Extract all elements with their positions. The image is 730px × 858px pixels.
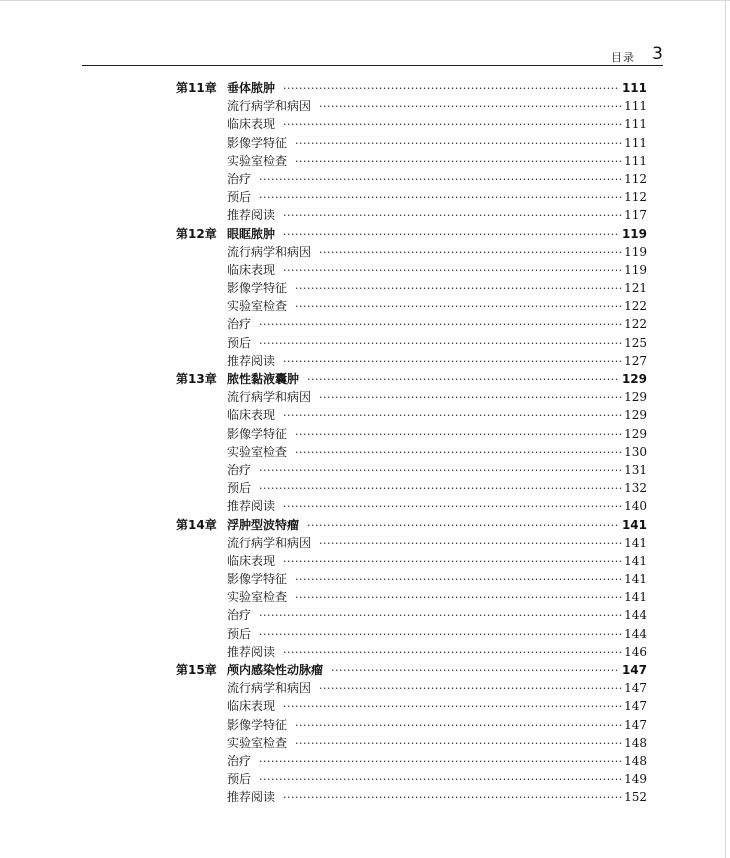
section-page: 147 (624, 699, 647, 714)
toc-section-entry[interactable] (176, 534, 647, 552)
dot-leader (283, 498, 622, 516)
dot-leader (259, 189, 622, 207)
section-page: 141 (624, 553, 647, 568)
dot-leader (319, 535, 622, 553)
toc-section-entry[interactable] (176, 697, 647, 715)
section-page: 125 (624, 335, 647, 350)
toc-section-entry[interactable] (176, 425, 647, 443)
section-title: 实验室检查 (227, 299, 288, 314)
section-page: 147 (624, 681, 647, 696)
chapter-page: 129 (621, 372, 647, 386)
toc-section-entry[interactable] (176, 443, 647, 461)
dot-leader (259, 607, 622, 625)
section-title: 流行病学和病因 (227, 99, 312, 114)
toc-section-entry[interactable] (176, 315, 647, 333)
toc-section-entry[interactable] (176, 788, 647, 806)
section-page: 119 (624, 262, 647, 277)
section-title: 影像学特征 (227, 426, 288, 441)
section-title: 临床表现 (227, 117, 276, 132)
section-page: 122 (624, 299, 647, 314)
dot-leader (295, 280, 622, 298)
section-title: 影像学特征 (227, 572, 288, 587)
toc-section-entry[interactable] (176, 588, 647, 606)
toc-section-entry[interactable] (176, 552, 647, 570)
section-title: 推荐阅读 (227, 208, 276, 223)
toc-section-entry[interactable] (176, 570, 647, 588)
section-page: 130 (624, 444, 647, 459)
dot-leader (259, 753, 622, 771)
section-page: 129 (624, 426, 647, 441)
section-page: 141 (624, 590, 647, 605)
section-title: 影像学特征 (227, 281, 288, 296)
section-title: 预后 (227, 626, 252, 641)
toc-section-entry[interactable] (176, 406, 647, 424)
chapter-title: 颅内感染性动脉瘤 (227, 663, 324, 677)
chapter-page: 141 (621, 517, 647, 532)
dot-leader (283, 789, 622, 807)
toc-section-entry[interactable] (176, 97, 647, 115)
section-title: 推荐阅读 (227, 353, 276, 368)
toc-section-entry[interactable] (176, 625, 647, 643)
section-page: 129 (624, 390, 647, 405)
toc-section-entry[interactable] (176, 461, 647, 479)
toc-section-entry[interactable] (176, 352, 647, 370)
section-title: 影像学特征 (227, 717, 288, 732)
section-title: 推荐阅读 (227, 644, 276, 659)
dot-leader (283, 80, 620, 98)
section-title: 流行病学和病因 (227, 681, 312, 696)
section-page: 117 (624, 208, 647, 223)
toc-section-entry[interactable] (176, 243, 647, 261)
toc-section-entry[interactable] (176, 279, 647, 297)
dot-leader (295, 153, 622, 171)
section-title: 流行病学和病因 (227, 390, 312, 405)
section-page: 147 (624, 717, 647, 732)
section-title: 预后 (227, 190, 252, 205)
chapter-title: 垂体脓肿 (227, 81, 276, 95)
section-title: 治疗 (227, 317, 252, 332)
toc-section-entry[interactable] (176, 334, 647, 352)
chapter-number: 第11章 (176, 81, 217, 95)
chapter-number: 第12章 (176, 226, 217, 241)
toc-section-entry[interactable] (176, 752, 647, 770)
section-title: 流行病学和病因 (227, 535, 312, 550)
running-title: 目录 (611, 51, 635, 64)
page-edge-right (725, 0, 726, 858)
section-page: 119 (624, 244, 647, 259)
dot-leader (319, 680, 622, 698)
section-page: 148 (624, 753, 647, 768)
section-page: 152 (624, 790, 647, 805)
section-page: 129 (624, 408, 647, 423)
section-page: 111 (624, 99, 647, 114)
dot-leader (259, 626, 622, 644)
section-page: 144 (624, 626, 647, 641)
dot-leader (283, 353, 622, 371)
toc-section-entry[interactable] (176, 770, 647, 788)
section-title: 治疗 (227, 753, 252, 768)
running-header (82, 45, 663, 66)
dot-leader (295, 589, 622, 607)
chapter-title: 浮肿型波特瘤 (227, 517, 300, 532)
section-page: 121 (624, 281, 647, 296)
toc-chapter-entry[interactable] (176, 225, 647, 243)
section-title: 预后 (227, 772, 252, 787)
dot-leader (295, 298, 622, 316)
dot-leader (283, 226, 620, 244)
chapter-number: 第15章 (176, 663, 217, 677)
section-title: 临床表现 (227, 553, 276, 568)
section-title: 实验室检查 (227, 735, 288, 750)
toc-section-entry[interactable] (176, 152, 647, 170)
dot-leader (295, 135, 622, 153)
dot-leader (283, 207, 622, 225)
section-title: 临床表现 (227, 262, 276, 277)
toc-section-entry[interactable] (176, 479, 647, 497)
toc-section-entry[interactable] (176, 497, 647, 515)
toc-section-entry[interactable] (176, 188, 647, 206)
dot-leader (283, 116, 622, 134)
toc-chapter-entry[interactable] (176, 661, 647, 679)
chapter-page: 147 (621, 663, 647, 677)
dot-leader (283, 644, 622, 662)
section-title: 临床表现 (227, 699, 276, 714)
section-title: 预后 (227, 335, 252, 350)
section-page: 140 (624, 499, 647, 514)
toc-section-entry[interactable] (176, 606, 647, 624)
section-title: 流行病学和病因 (227, 244, 312, 259)
chapter-page: 111 (621, 81, 647, 95)
chapter-page: 119 (621, 226, 647, 241)
section-page: 127 (624, 353, 647, 368)
toc-section-entry[interactable] (176, 734, 647, 752)
section-page: 146 (624, 644, 647, 659)
dot-leader (283, 553, 622, 571)
dot-leader (259, 171, 622, 189)
dot-leader (307, 371, 620, 389)
dot-leader (259, 335, 622, 353)
section-title: 治疗 (227, 608, 252, 623)
toc-section-entry[interactable] (176, 716, 647, 734)
dot-leader (283, 698, 622, 716)
section-title: 治疗 (227, 171, 252, 186)
dot-leader (295, 444, 622, 462)
dot-leader (295, 735, 622, 753)
section-page: 111 (624, 135, 647, 150)
dot-leader (295, 717, 622, 735)
section-title: 治疗 (227, 462, 252, 477)
chapter-title: 眼眶脓肿 (227, 226, 276, 241)
toc-section-entry[interactable] (176, 206, 647, 224)
section-page: 131 (624, 462, 647, 477)
toc-section-entry[interactable] (176, 679, 647, 697)
dot-leader (259, 316, 622, 334)
section-page: 122 (624, 317, 647, 332)
dot-leader (319, 98, 622, 116)
toc-section-entry[interactable] (176, 388, 647, 406)
section-title: 推荐阅读 (227, 790, 276, 805)
section-page: 144 (624, 608, 647, 623)
section-page: 141 (624, 535, 647, 550)
page-number: 3 (652, 44, 663, 64)
dot-leader (331, 662, 620, 680)
section-page: 112 (624, 190, 647, 205)
section-page: 132 (624, 481, 647, 496)
dot-leader (259, 771, 622, 789)
toc-chapter-entry[interactable] (176, 79, 647, 97)
table-of-contents (176, 79, 647, 807)
chapter-number: 第13章 (176, 372, 217, 386)
section-page: 111 (624, 153, 647, 168)
chapter-title: 脓性黏液囊肿 (227, 372, 300, 386)
toc-section-entry[interactable] (176, 643, 647, 661)
dot-leader (283, 407, 622, 425)
chapter-number: 第14章 (176, 517, 217, 532)
section-title: 临床表现 (227, 408, 276, 423)
section-title: 推荐阅读 (227, 499, 276, 514)
page-edge-top (0, 0, 730, 1)
toc-section-entry[interactable] (176, 297, 647, 315)
section-title: 实验室检查 (227, 153, 288, 168)
section-title: 实验室检查 (227, 444, 288, 459)
dot-leader (259, 480, 622, 498)
dot-leader (259, 462, 622, 480)
toc-chapter-entry[interactable] (176, 516, 647, 534)
section-title: 实验室检查 (227, 590, 288, 605)
toc-section-entry[interactable] (176, 115, 647, 133)
dot-leader (283, 262, 622, 280)
toc-section-entry[interactable] (176, 134, 647, 152)
section-page: 141 (624, 572, 647, 587)
section-title: 影像学特征 (227, 135, 288, 150)
section-page: 112 (624, 171, 647, 186)
dot-leader (319, 389, 622, 407)
section-title: 预后 (227, 481, 252, 496)
toc-chapter-entry[interactable] (176, 370, 647, 388)
dot-leader (319, 244, 622, 262)
section-page: 148 (624, 735, 647, 750)
section-page: 149 (624, 772, 647, 787)
dot-leader (295, 571, 622, 589)
dot-leader (307, 517, 620, 535)
section-page: 111 (624, 117, 647, 132)
toc-section-entry[interactable] (176, 170, 647, 188)
toc-section-entry[interactable] (176, 261, 647, 279)
dot-leader (295, 426, 622, 444)
